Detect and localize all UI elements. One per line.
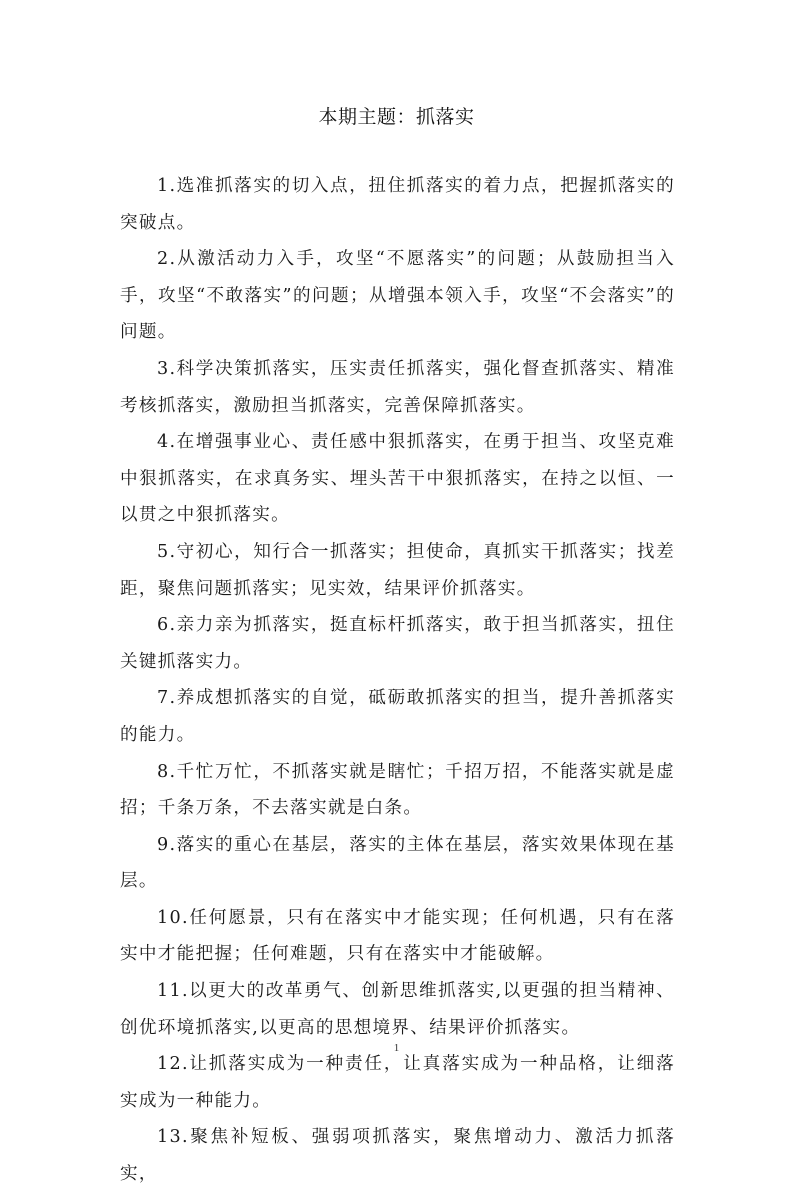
paragraph-13: 13.聚焦补短板、强弱项抓落实，聚焦增动力、激活力抓落实， <box>120 1127 675 1185</box>
paragraph-2: 2.从激活动力入手，攻坚“不愿落实”的问题；从鼓励担当入手，攻坚“不敢落实”的问题；从增强本领入手，攻坚“不会落实”的问题。 <box>120 249 675 343</box>
paragraph-3: 3.科学决策抓落实，压实责任抓落实，强化督查抓落实、精准考核抓落实，激励担当抓落实，完善保障抓落实。 <box>120 358 675 416</box>
paragraph-11: 11.以更大的改革勇气、创新思维抓落实,以更强的担当精神、创优环境抓落实,以更高的思想境界、结果评价抓落实。 <box>120 981 675 1038</box>
page-title: 本期主题：抓落实 <box>318 106 475 128</box>
paragraph-8: 8.千忙万忙，不抓落实就是瞎忙；千招万招，不能落实就是虚招；千条万条，不去落实就是白条。 <box>120 761 675 819</box>
page-number: 1 <box>393 1042 400 1054</box>
paragraph-1: 1.选准抓落实的切入点，扭住抓落实的着力点，把握抓落实的突破点。 <box>120 176 675 233</box>
paragraph-5: 5.守初心，知行合一抓落实；担使命，真抓实干抓落实；找差距，聚焦问题抓落实；见实效，结果评价抓落实。 <box>120 541 675 599</box>
paragraph-10: 10.任何愿景，只有在落实中才能实现；任何机遇，只有在落实中才能把握；任何难题，只有在落实中才能破解。 <box>120 907 675 965</box>
paragraph-9: 9.落实的重心在基层，落实的主体在基层，落实效果体现在基层。 <box>120 834 675 892</box>
paragraph-4: 4.在增强事业心、责任感中狠抓落实，在勇于担当、攻坚克难中狠抓落实，在求真务实、埋头苦干中狠抓落实，在持之以恒、一以贯之中狠抓落实。 <box>120 432 675 526</box>
document-body <box>120 168 675 1193</box>
paragraph-6: 6.亲力亲为抓落实，挺直标杆抓落实，敢于担当抓落实，扭住关键抓落实力。 <box>120 615 675 672</box>
paragraph-12: 12.让抓落实成为一种责任，让真落实成为一种品格，让细落实成为一种能力。 <box>120 1054 675 1111</box>
paragraph-7: 7.养成想抓落实的自觉，砥砺敢抓落实的担当，提升善抓落实的能力。 <box>120 688 675 745</box>
